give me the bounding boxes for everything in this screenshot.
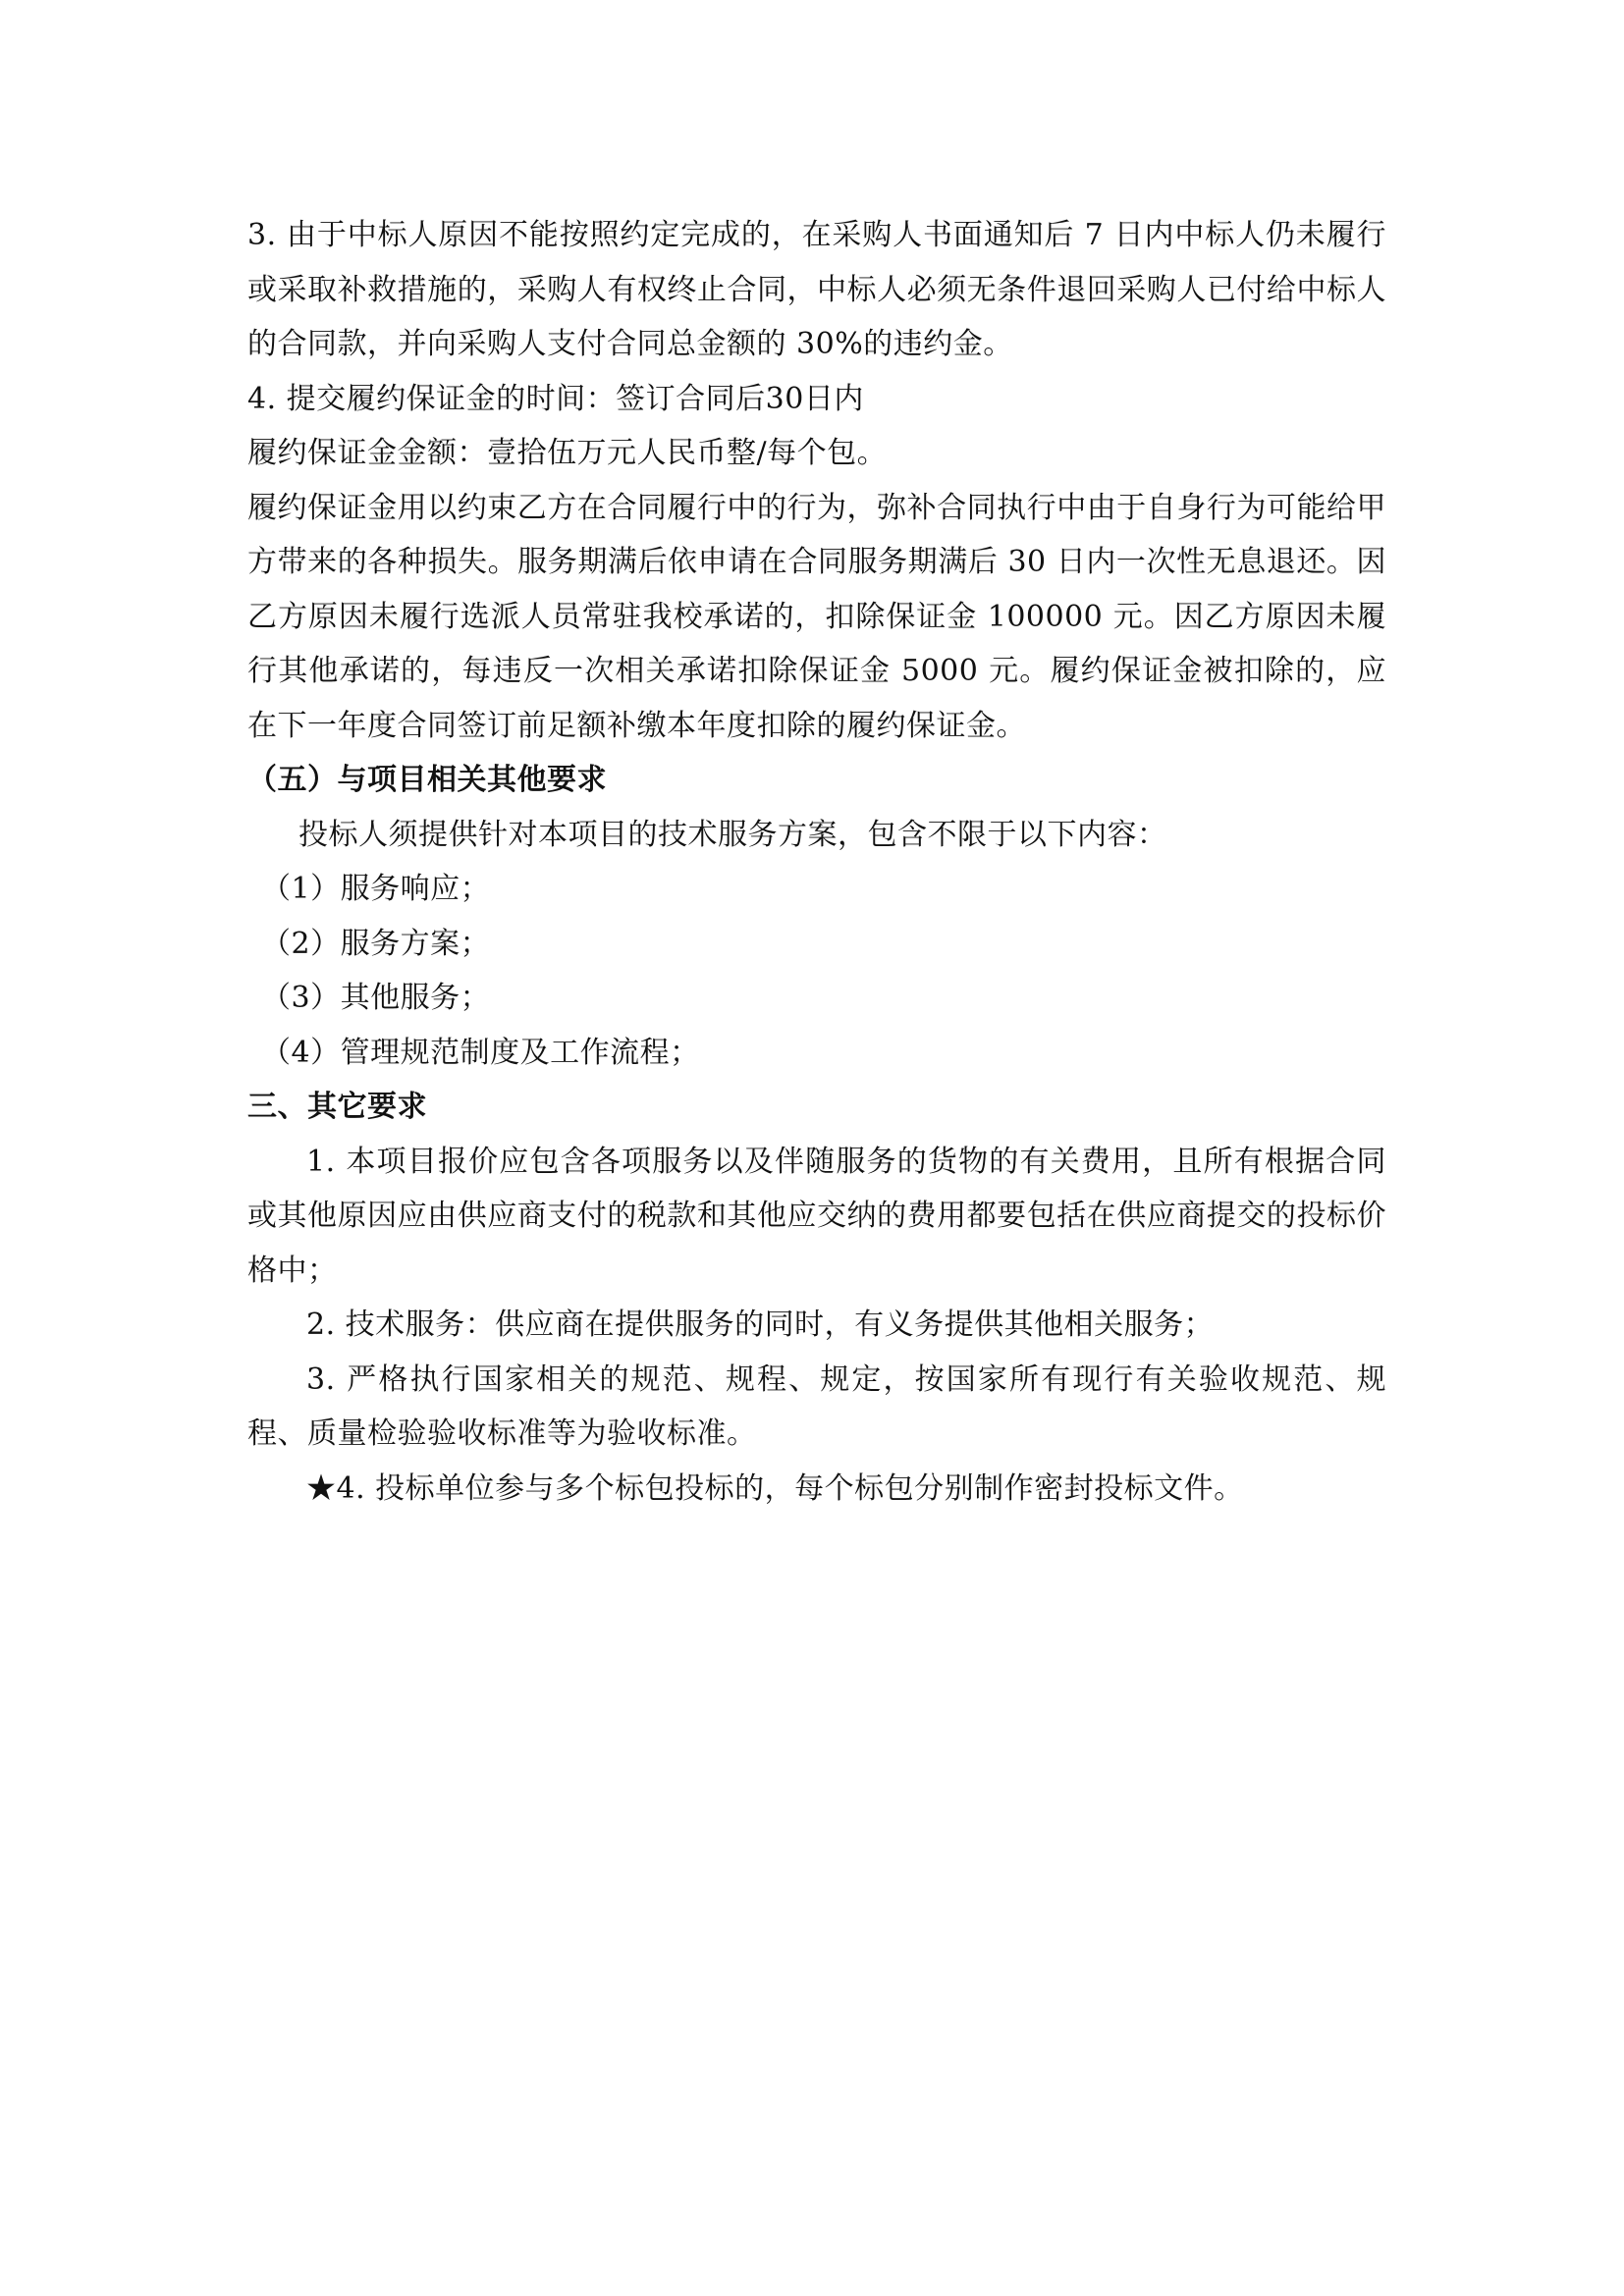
- paragraph-performance-bond-time: 4. 提交履约保证金的时间：签订合同后30日内: [247, 381, 864, 416]
- paragraph-quote-includes-costs: 1. 本项目报价应包含各项服务以及伴随服务的货物的有关费用，且所有根据合同或其他原因应由供应商支付的税款和其他应交纳的费用都要包括在供应商提交的投标价格中；: [247, 1144, 1386, 1288]
- section-heading-other-requirements: 三、其它要求: [247, 1090, 427, 1124]
- paragraph-multi-lot-bidding: ★4. 投标单位参与多个标包投标的，每个标包分别制作密封投标文件。: [306, 1470, 1244, 1506]
- section-heading-other-project-requirements: （五）与项目相关其他要求: [247, 763, 607, 797]
- paragraph-technical-service: 2. 技术服务：供应商在提供服务的同时，有义务提供其他相关服务；: [306, 1308, 1215, 1342]
- paragraph-performance-bond-amount: 履约保证金金额：壹拾伍万元人民币整/每个包。: [247, 436, 888, 470]
- list-item-service-response: （1）服务响应；: [261, 872, 491, 906]
- list-item-service-plan: （2）服务方案；: [261, 926, 491, 961]
- paragraph-termination-clause: 3. 由于中标人原因不能按照约定完成的，在采购人书面通知后 7 日内中标人仍未履行或采取补救措施的，采购人有权终止合同，中标人必须无条件退回采购人已付给中标人的合同款，并向采购人支付合同总金额的 30%的违约金。: [247, 218, 1386, 361]
- list-item-management-rules: （4）管理规范制度及工作流程；: [261, 1035, 700, 1070]
- list-item-other-services: （3）其他服务；: [261, 981, 491, 1015]
- paragraph-standards-compliance: 3. 严格执行国家相关的规范、规程、规定，按国家所有现行有关验收规范、规程、质量检验验收标准等为验收标准。: [247, 1362, 1386, 1451]
- paragraph-performance-bond-rules: 履约保证金用以约束乙方在合同履行中的行为，弥补合同执行中由于自身行为可能给甲方带来的各种损失。服务期满后依申请在合同服务期满后 30 日内一次性无息退还。因乙方原因未履行选派人员常驻我校承诺的，扣除保证金 100000 元。因乙方原因未履行其他承诺的，每违反一次相关承诺扣除保证金 5000 元。履约保证金被扣除的，应在下一年度合同签订前足额补缴本年度扣除的履约保证金。: [247, 490, 1386, 743]
- section-intro-technical-plan: 投标人须提供针对本项目的技术服务方案，包含不限于以下内容：: [298, 817, 1167, 852]
- document-body: [247, 208, 1386, 1516]
